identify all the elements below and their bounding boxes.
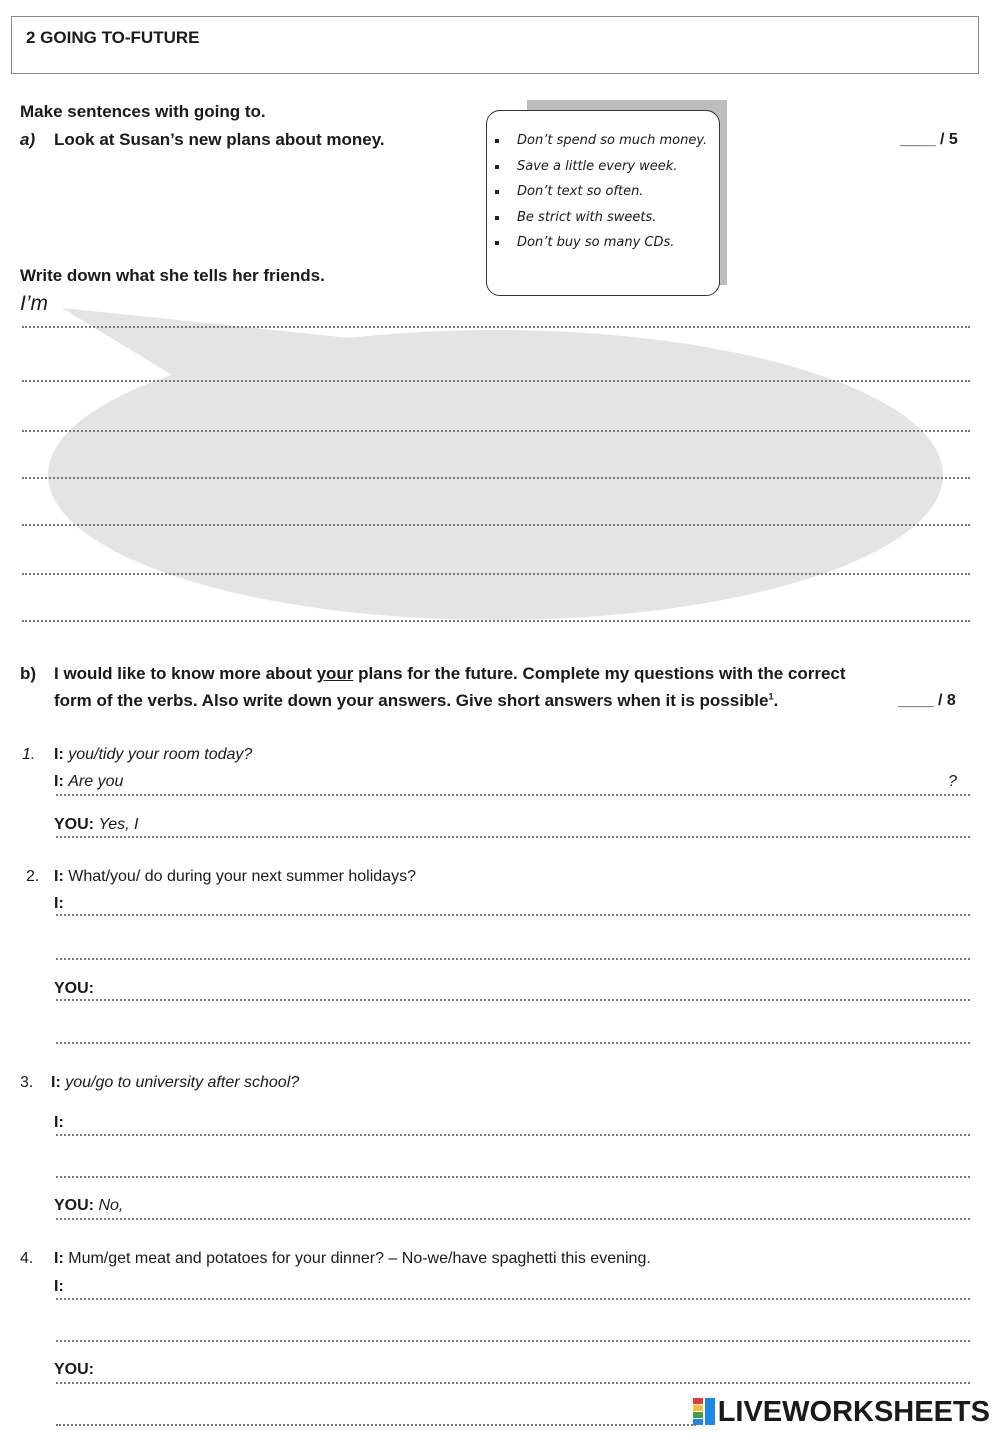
q4-i-answer-line-2[interactable] xyxy=(56,1340,970,1342)
page-title: 2 GOING TO-FUTURE xyxy=(26,28,200,47)
speech-bubble xyxy=(48,330,943,620)
q4-i-label: I: xyxy=(54,1278,64,1295)
answer-line-a5[interactable] xyxy=(22,524,970,526)
q1-prompt: I: you/tidy your room today? xyxy=(54,746,253,763)
title-box xyxy=(11,16,979,74)
q4-you-answer-line-1[interactable] xyxy=(56,1382,970,1384)
q3-i-label: I: xyxy=(54,1114,64,1131)
q3-i-answer-line-2[interactable] xyxy=(56,1176,970,1178)
answer-line-a6[interactable] xyxy=(22,573,970,575)
logo-text: LIVEWORKSHEETS xyxy=(717,1396,990,1428)
q3-you-answer-line[interactable] xyxy=(56,1218,970,1220)
q3-prompt: I: you/go to university after school? xyxy=(51,1074,300,1091)
q2-you-label: YOU: xyxy=(54,980,94,997)
q2-you-answer-line-2[interactable] xyxy=(56,1042,970,1044)
q4-you-answer-line-2[interactable] xyxy=(56,1424,696,1426)
answer-line-a1[interactable] xyxy=(22,326,970,328)
part-b-score: ____ / 8 xyxy=(898,692,956,709)
q2-number: 2. xyxy=(26,868,40,885)
q1-question-mark: ? xyxy=(948,773,957,790)
q1-you-answer-line[interactable] xyxy=(56,836,970,838)
q4-prompt: I: Mum/get meat and potatoes for your dinner? – No-we/have spaghetti this evening. xyxy=(54,1250,651,1267)
footnote-mark: 1 xyxy=(768,691,774,702)
q4-i-answer-line-1[interactable] xyxy=(56,1298,970,1300)
liveworksheets-logo-icon xyxy=(693,1398,715,1424)
underlined-word: your xyxy=(316,664,354,683)
q2-you-answer-line-1[interactable] xyxy=(56,999,970,1001)
q3-you-row: YOU: No, xyxy=(54,1197,124,1214)
q1-i-row: I: Are you xyxy=(54,773,124,790)
q2-prompt: I: What/you/ do during your next summer holidays? xyxy=(54,868,416,885)
plans-card xyxy=(486,110,720,296)
q3-number: 3. xyxy=(20,1074,34,1091)
plan-item: Don’t spend so much money. xyxy=(517,133,719,159)
answer-line-a4[interactable] xyxy=(22,477,970,479)
q2-i-label: I: xyxy=(54,895,64,912)
q4-you-label: YOU: xyxy=(54,1361,94,1378)
write-prompt: Write down what she tells her friends. xyxy=(20,266,325,285)
plan-item: Save a little every week. xyxy=(517,159,719,185)
q2-i-answer-line-1[interactable] xyxy=(56,914,970,916)
q1-you-row: YOU: Yes, I xyxy=(54,816,139,833)
answer-line-a3[interactable] xyxy=(22,430,970,432)
q1-number: 1. xyxy=(22,746,36,763)
answer-line-a7[interactable] xyxy=(22,620,970,622)
liveworksheets-logo xyxy=(693,1396,990,1429)
q4-number: 4. xyxy=(20,1250,34,1267)
part-a-prompt: Look at Susan’s new plans about money. xyxy=(54,130,385,149)
plan-item: Don’t text so often. xyxy=(517,184,719,210)
part-b-line2: form of the verbs. Also write down your answers. Give short answers when it is possible$^1$. xyxy=(54,691,779,710)
plans-list xyxy=(487,111,719,261)
part-a-score: ____ / 5 xyxy=(900,131,958,148)
instruction-main: Make sentences with going to. xyxy=(20,102,266,121)
plan-item: Don’t buy so many CDs. xyxy=(517,235,719,261)
part-a-label: a) xyxy=(20,130,36,149)
part-b-label: b) xyxy=(20,664,37,683)
answer-starter: I’m xyxy=(20,292,48,315)
part-b-line1: I would like to know more about your plans for the future. Complete my questions with the correct xyxy=(54,664,846,683)
q3-i-answer-line-1[interactable] xyxy=(56,1134,970,1136)
plan-item: Be strict with sweets. xyxy=(517,210,719,236)
q2-i-answer-line-2[interactable] xyxy=(56,958,970,960)
answer-line-a2[interactable] xyxy=(22,380,970,382)
q1-i-answer-line[interactable] xyxy=(56,794,970,796)
